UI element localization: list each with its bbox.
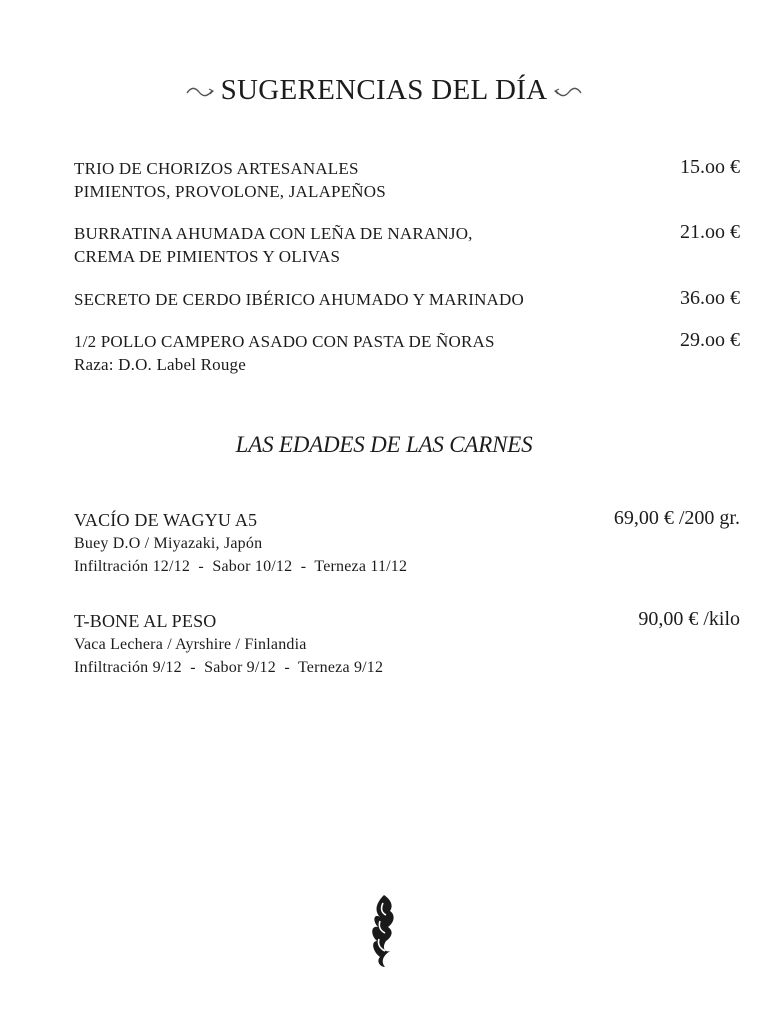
- meat-item-origin: Buey D.O / Miyazaki, Japón: [74, 535, 263, 552]
- menu-item-name: BURRATINA AHUMADA CON LEÑA DE NARANJO,: [74, 224, 473, 243]
- meat-item-t-bone: [74, 610, 740, 679]
- page-title-text: SUGERENCIAS DEL DÍA: [220, 74, 548, 106]
- menu-item-description: CREMA DE PIMIENTOS Y OLIVAS: [74, 247, 341, 266]
- menu-item-description: PIMIENTOS, PROVOLONE, JALAPEÑOS: [74, 182, 386, 201]
- menu-item-name: TRIO DE CHORIZOS ARTESANALES: [74, 159, 359, 178]
- swash-right-icon: [553, 70, 583, 110]
- menu-item-name: SECRETO DE CERDO IBÉRICO AHUMADO Y MARINADO: [74, 290, 524, 309]
- meat-item-price: 69,00 € /200 gr.: [613, 507, 740, 529]
- menu-item-price: 36.oo €: [680, 287, 740, 309]
- menu-item-trio-chorizos: [74, 157, 740, 203]
- meat-item-scores: Infiltración 12/12 - Sabor 10/12 - Terneza 11/12: [74, 558, 408, 575]
- swash-left-icon: [185, 70, 215, 110]
- meat-item-name: T-BONE AL PESO: [74, 611, 217, 631]
- menu-item-burratina: [74, 222, 740, 268]
- flame-logo-icon: [368, 893, 400, 969]
- menu-item-price: 15.oo €: [680, 156, 740, 178]
- menu-item-secreto-cerdo: [74, 288, 740, 311]
- meat-item-scores: Infiltración 9/12 - Sabor 9/12 - Terneza 9/12: [74, 659, 384, 676]
- page-title: [0, 70, 768, 112]
- meat-item-price: 90,00 € /kilo: [638, 608, 740, 630]
- menu-item-name: 1/2 POLLO CAMPERO ASADO CON PASTA DE ÑORAS: [74, 332, 495, 351]
- meat-item-origin: Vaca Lechera / Ayrshire / Finlandia: [74, 636, 307, 653]
- menu-item-price: 21.oo €: [680, 221, 740, 243]
- menu-item-price: 29.oo €: [680, 329, 740, 351]
- meat-item-name: VACÍO DE WAGYU A5: [74, 510, 258, 530]
- menu-item-pollo-campero: [74, 330, 740, 376]
- meat-item-wagyu: [74, 509, 740, 578]
- menu-item-description: Raza: D.O. Label Rouge: [74, 355, 246, 374]
- section-title: LAS EDADES DE LAS CARNES: [235, 432, 533, 457]
